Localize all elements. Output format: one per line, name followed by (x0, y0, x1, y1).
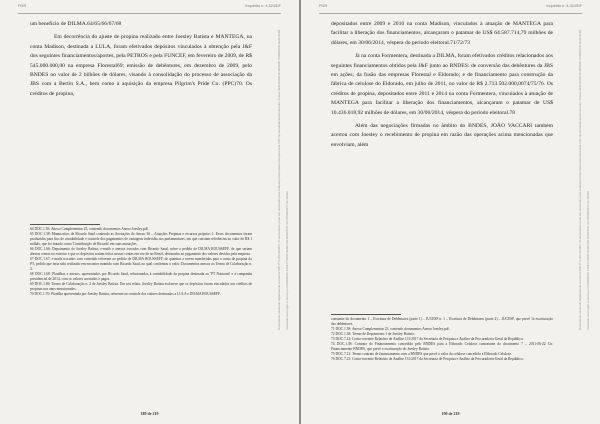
footnote: 64 DOC.1.36: Anexo Complementar 23, contendo documentos Anexo Joesley.pdf. (30, 227, 149, 231)
paragraph: Além das negociações firmadas no âmbito do BNDES, JOÃO VACCARI também acertou com Joesley o recebimento de propina em razão das operações acima mencionadas que envolviam, além (331, 123, 553, 148)
page-left (0, 0, 299, 424)
paragraph: Já na conta Formentera, destinada a DILMA, foram efetivados créditos relacionados aos seguintes financiamentos obtidos pela J&F junto ao BNDES: de conversão das debêntures da JBS em ações; da fusão das empresas Florestal e Eldorado; e de financiamento para construção da fábrica de celulose do Eldorado, em julho de 2011, no valor de R$ 2.713.502.000,0074/75/76. Os créditos de propina, depositados entre 2011 e 2014 na conta Formentera, vinculados à atuação de MANTEGA para facilitar a liberação dos financiamentos, alcançaram o patamar de US$ 10.436.018,92 milhões de dólares, em 30/06/2014, véspera do período eleitoral.78 (331, 53, 553, 116)
paragraph: um benefício de DILMA.64/65/66/67/68 (30, 21, 122, 27)
header-right-text: Inquérito n. 4.324/DF (546, 4, 582, 8)
page-number: 189 de 219 (140, 411, 159, 416)
header-rule (319, 13, 582, 14)
header-rule (18, 13, 281, 14)
body-text (331, 20, 553, 150)
header-left-text: PGR (319, 4, 328, 8)
footnote-rule (331, 314, 401, 315)
page-right (301, 0, 600, 424)
signature-stamp: Documento assinado digitalmente conforme MP nº 2.200-2/2001. O documento pode ser acessado pelo endereço http://www.transparencia.mpf.mp.br/validacaodocumento. Chave 6E1F0A2B.4C3D5E6F.7A8B9C0D.1E2F3A4B (277, 30, 281, 330)
body-text (30, 20, 252, 99)
footnote: 67 DOC.1.67: e-mails trocados com conteúdo referente ao pedido de DILMA ROUSSEFF, de quantias a serem transferidas para a conta de propina do PT, pedido que teria sido realizado em encontro mantido com Ricardo Saud, no qual confirmou o valor. Documentos anexos ao Termo de Colaboração n. 3. (30, 257, 252, 271)
paragraph: Em decorrência do ajuste de propina realizado entre Joesley Batista e MANTEGA, na conta Madison, destinada a LULA, foram efetivados depósitos vinculados à obtenção pela J&F dos seguintes financiamentos/aportes, pela PETROS e pela FUNCEF, em fevereiro de 2009, de R$ 545.000.000,00 na empresa Florestal69; emissão de debêntures, em dezembro de 2009, pelo BNDES no valor de 2 bilhões de dólares, visando à consolidação do processo de associação da JBS com a Bertin S.A., bem como à aquisição da empresa Pilgrim's Pride Co. (PPC)70. Os créditos de propina, (30, 34, 252, 97)
header-right-text: Inquérito n. 4.324/DF (245, 4, 281, 8)
paragraph: depositados entre 2009 e 2010 na conta Madison, vinculados à atuação de MANTEGA para facilitar a liberação dos financiamentos, alcançaram o patamar de US$ 64.587.714,79 milhões de dólares, em 30/06/2014, véspera do período eleitoral.71/72/73 (331, 21, 553, 46)
signature-stamp: Assinado com login e senha por RODRIGO JANOT MONTEIRO DE BARROS, em 05/09/2017 às 20h29 (285, 191, 289, 330)
footnotes (30, 227, 252, 297)
footnote: 65 DOC.1.38: Manuscritos de Ricardo Saud contendo as Anotações do Anexo 36 – Atuações Propinas e recursos próprios 1. Esses documentos foram produzidos para fins de contabilidade e controle dos pagamentos de vantagens indevidas aos parlamentares, em que constam referências ao valor do R$ 1 milhão, que foi tratado como 'Contribuição de Ricardo' em suas anotações. (30, 232, 252, 246)
footnote-rule (30, 224, 100, 225)
header-left-text: PGR (18, 4, 27, 8)
footnotes (331, 317, 553, 362)
footnote: 75 DOC.7.21: Termo contrato de financiamento com o BNDES que prevê o valor da celulose concedido a Eldorado Celulose. (331, 352, 512, 356)
footnote: 69 DOC.1.69: Termo de Colaboração n. 2 de Joesley Batista. Em seu relato, Joesley Batista esclarece que os depósitos foram vinculados aos créditos de propinas nos anos mencionados. (30, 282, 252, 291)
signature-stamp: Assinado com login e senha por RODRIGO JANOT MONTEIRO DE BARROS, em 05/09/2017 às 20h29 (586, 191, 590, 330)
footnote: 71 DOC.1.38: Anexo Complementar 23, contendo documentos Anexo Joesley.pdf. (331, 327, 450, 331)
footnote: 72 DOC.1.38: Termo de Depoimento 1 de Joesley Batista. (331, 332, 415, 336)
footnote: 76 DOC.7.23: Conta-corrente Relatório de Análise 131/2017 da Secretaria de Pesquisa e Análise da Procuradoria-Geral da República. (331, 357, 524, 361)
page-number: 190 de 219 (441, 411, 460, 416)
signature-stamp: Documento assinado digitalmente conforme MP nº 2.200-2/2001. O documento pode ser acessado pelo endereço http://www.transparencia.mpf.mp.br/validacaodocumento. Chave 6E1F0A2B.4C3D5E6F.7A8B9C0D.1E2F3A4B (578, 30, 582, 330)
footnote: 70 DOC.1.70: Planilha apresentada por Joesley Batista, referente ao controle dos valores destinados a LULA e DILMA ROUSSEFF. (30, 292, 221, 296)
footnote: 74 DOC.1.38: Contrato de Financiamento concedido pelo BNDES para a Eldorado Celulose contratante do documento 7 – 2011-06-22 Ctr. Financiamento BNDES, que prevê o escrituração do Joesley Batista. (331, 342, 553, 351)
footnote: 68 DOC.1.68: Planilhas e anexos, apresentados por Ricardo Saud, relacionados à contabilidade da propina destinada ao 'PT Nacional' e à campanha presidencial de 2014, com os valores acertados e pagos. (30, 272, 252, 281)
footnote: constante do documento 1 – Escritura de Debêntures (parte 1) – JUCESP n. 1 – Escritura de Debêntures (parte 2) – JUCESP, que prevê 1a escrituração das debêntures. (331, 317, 553, 326)
footnote: 73 DOC.7.22: Conta-corrente Relatório de Análise 131/2017 da Secretaria de Pesquisa e Análise da Procuradoria-Geral da República. (331, 337, 524, 341)
footnote: 66 DOC.1.66: Depoimento de Joesley Batista, e-mails e anexos trocados com Ricardo Saud, sobre o pedido de DILMA ROUSSEFF, de que seriam abertas contas no exterior e que os depósitos seriam feitos nessas contas em vez de no Brasil, destinados ao pagamento dos valores devidos pela empresa. (30, 247, 252, 256)
